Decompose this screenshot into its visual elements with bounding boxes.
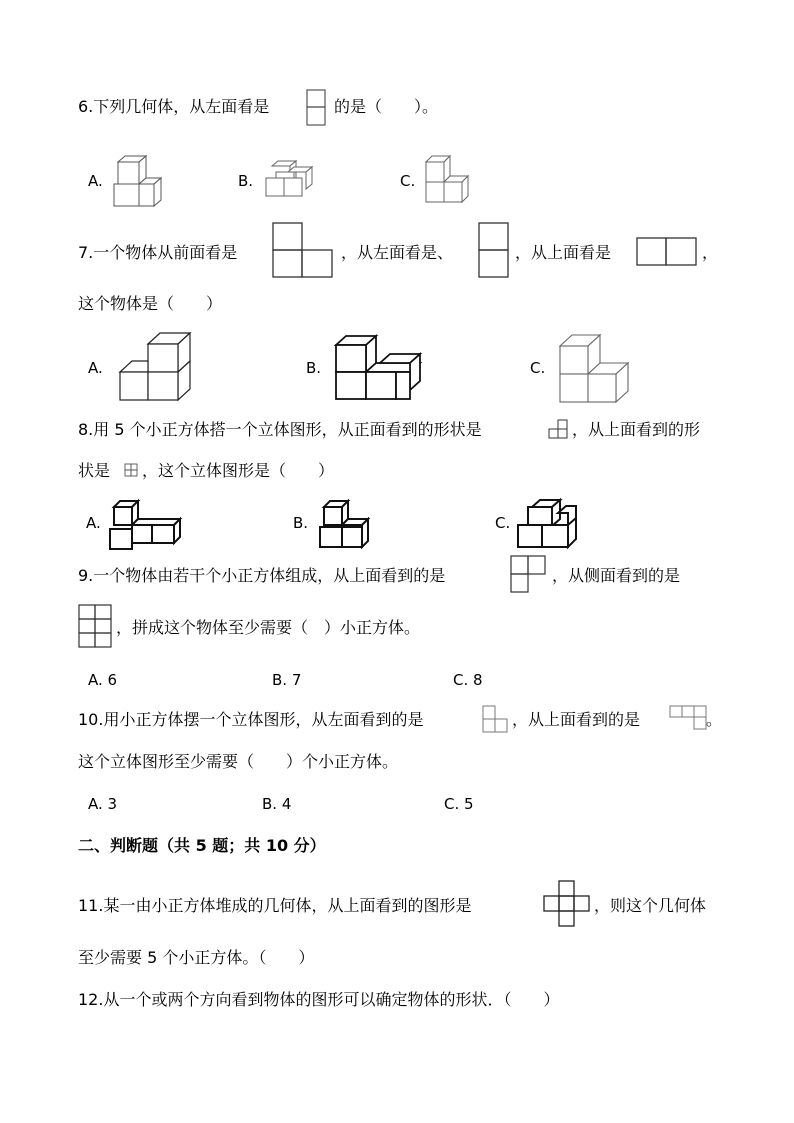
q10-left-view-figure (482, 705, 510, 735)
q8-line1-b: ，从上面看到的形 (572, 420, 701, 439)
q9-line1-a: 9.一个物体由若干个小正方体组成，从上面看到的是 (78, 566, 446, 585)
q7-line1-c: ，从上面看是 (515, 243, 612, 262)
q6-option-c-figure (422, 154, 474, 206)
q11-line1-b: ，则这个几何体 (594, 896, 707, 915)
q10-option-c[interactable]: C. 5 (444, 795, 474, 813)
q10-option-b[interactable]: B. 4 (262, 795, 292, 813)
q7-option-c-figure (558, 332, 634, 404)
q7-option-a-label[interactable]: A. (88, 359, 103, 377)
q6-option-a-figure (110, 154, 166, 208)
q8-line2-a: 状是 (78, 461, 111, 480)
q10-line2: 这个立体图形至少需要（ ）个小正方体。 (78, 752, 399, 771)
q10-top-view-figure (669, 705, 711, 733)
q11-line2: 至少需要 5 个小正方体。（ ） (78, 948, 315, 967)
q8-line2-b: ，这个立体图形是（ ） (142, 461, 335, 480)
q9-side-view-figure (78, 604, 114, 650)
q10-line1-b: ，从上面看到的是 (512, 710, 641, 729)
q6-prefix: 6.下列几何体，从左面看是 (78, 97, 270, 116)
q8-top-view-figure (124, 463, 140, 479)
q11-top-view-figure (543, 880, 591, 930)
q6-option-b-label[interactable]: B. (238, 172, 254, 190)
q7-line1-b: ，从左面看是、 (341, 243, 454, 262)
q8-line1-a: 8.用 5 个小正方体搭一个立体图形，从正面看到的形状是 (78, 420, 482, 439)
q7-line1-d: ， (702, 243, 719, 262)
q8-front-view-figure (548, 419, 570, 441)
q9-option-a[interactable]: A. 6 (88, 671, 118, 689)
q12-text: 12.从一个或两个方向看到物体的图形可以确定物体的形状．（ ） (78, 990, 560, 1009)
q7-line1-a: 7.一个物体从前面看是 (78, 243, 238, 262)
q7-left-view-figure (478, 222, 510, 278)
q9-line1-b: ，从侧面看到的是 (552, 566, 681, 585)
q7-option-c-label[interactable]: C. (530, 359, 546, 377)
q6-option-b-figure (262, 160, 316, 202)
q8-option-b-label[interactable]: B. (293, 514, 309, 532)
q9-top-view-figure (510, 555, 548, 595)
q9-option-b[interactable]: B. 7 (272, 671, 302, 689)
q7-option-a-figure (118, 330, 196, 402)
q8-option-c-label[interactable]: C. (495, 514, 511, 532)
q8-option-b-figure (316, 497, 374, 553)
q10-option-a[interactable]: A. 3 (88, 795, 118, 813)
q8-option-a-figure (108, 497, 186, 553)
section-2-heading: 二、判断题（共 5 题；共 10 分） (78, 836, 326, 855)
q9-option-c[interactable]: C. 8 (453, 671, 483, 689)
q6-suffix: 的是（ ）。 (334, 97, 439, 116)
q6-left-view-figure (306, 89, 326, 127)
q8-option-c-figure (514, 495, 582, 553)
q6-option-a-label[interactable]: A. (88, 172, 103, 190)
q7-top-view-figure (636, 237, 698, 267)
q11-line1-a: 11.某一由小正方体堆成的几何体，从上面看到的图形是 (78, 896, 472, 915)
q9-line2: ，拼成这个物体至少需要（ ）小正方体。 (116, 618, 421, 637)
q7-option-b-label[interactable]: B. (306, 359, 322, 377)
q6-option-c-label[interactable]: C. (400, 172, 416, 190)
q10-line1-a: 10.用小正方体摆一个立体图形，从左面看到的是 (78, 710, 424, 729)
q7-line2: 这个物体是（ ） (78, 294, 223, 313)
q8-option-a-label[interactable]: A. (86, 514, 101, 532)
q10-line1-c: 。 (706, 710, 723, 729)
q7-front-view-figure (272, 222, 334, 278)
q7-option-b-figure (334, 333, 426, 403)
